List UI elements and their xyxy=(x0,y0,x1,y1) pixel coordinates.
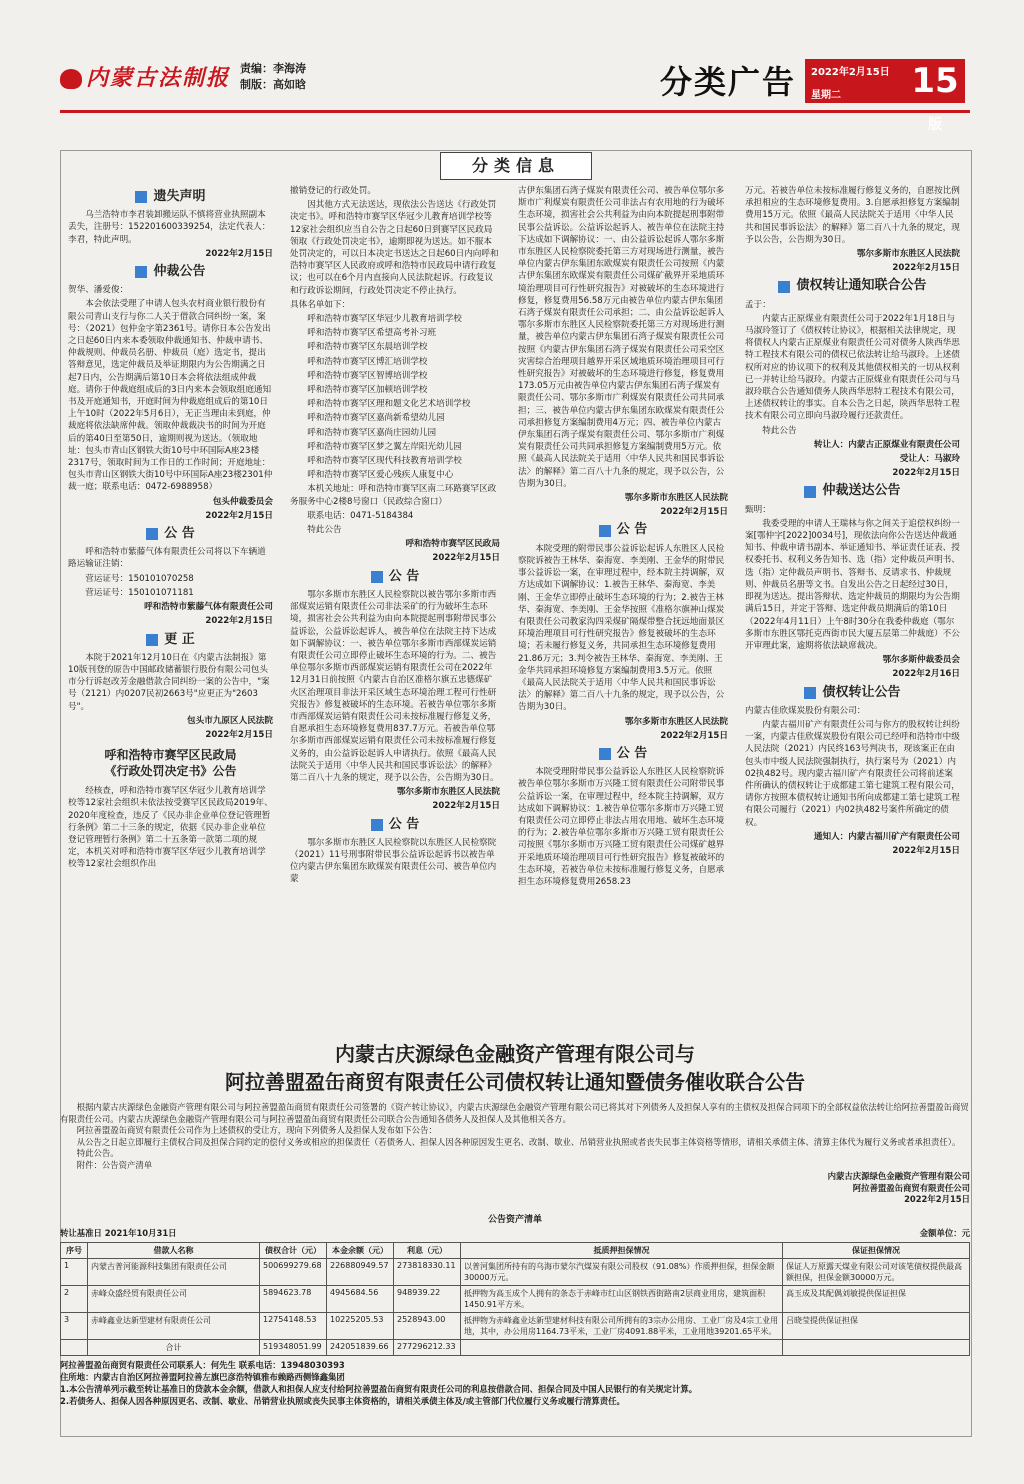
date: 2022年2月15日 xyxy=(892,263,960,274)
heading-debt-transfer-joint: 债权转让通知联合公告 xyxy=(745,280,960,292)
attachment-note: 附件：公告资产清单 xyxy=(76,1159,153,1170)
table-header-row xyxy=(61,1242,970,1258)
editor-credits xyxy=(240,61,306,93)
flame-logo-icon xyxy=(60,69,82,89)
announcement-text: 阿拉善盟盈缶商贸有限责任公司作为上述债权的受让方，现向下列债务人及担保人发布如下公告： xyxy=(76,1125,437,1135)
column-header: 抵质押担保情况 xyxy=(461,1242,783,1258)
list-item: 呼和浩特市赛罕区现代科技教育培训学校 xyxy=(307,456,462,467)
signature: 受让人：马淑玲 xyxy=(899,454,960,465)
editor: 责编：李海涛 xyxy=(240,62,306,75)
asset-table xyxy=(60,1242,970,1356)
signature: 呼和浩特市紫藤气体有限责任公司 xyxy=(144,602,273,613)
issue-weekday: 星期二 xyxy=(811,90,841,101)
square-icon xyxy=(778,281,790,293)
signature: 鄂尔多斯市东胜区人民法院 xyxy=(856,249,960,260)
footnote: 1.本公告清单列示截至转让基准日的贷款本金余额，借款人和担保人应支付给阿拉善盟盈缶商贸有限责任公司的利息按借款合同、担保合同及中国人民银行的有关规定计算。 xyxy=(60,1383,698,1394)
signature: 内蒙古庆源绿色金融资产管理有限公司 xyxy=(827,1171,970,1181)
list-item: 呼和浩特市赛罕区嘉尚新希望幼儿园 xyxy=(307,413,445,424)
arbitration-service-text: 我委受理的申请人王瑞林与你之间关于追偿权纠纷一案[鄂仲字[2022]0034号]，现依法向你公告送达仲裁通知书、仲裁申请书副本、举证通知书、举证责任证表、授权委托书、权利义务告知书、选（指）定仲裁员声明书、选（指）定仲裁员声明书、答辩书、反请求书、仲裁规则、仲裁员名册等文书。自发出公告之日起经过30日，即视为送达。提出答辩状、选定仲裁员的期限均为公告期满后15日，并定于答辩、选定仲裁员期满后的第10日（2022年4月11日）上午8时30分在我委仲裁庭（鄂尔多斯市东胜区鄂托克西街市民大厦五层第二仲裁庭）不公开审理此案，逾期将依法缺席裁决。 xyxy=(745,518,960,651)
signature: 鄂尔多斯市东胜区人民法院 xyxy=(624,716,728,727)
date: 2022年2月16日 xyxy=(892,669,960,680)
closing: 特此公告 xyxy=(762,425,797,436)
date-box xyxy=(805,59,910,103)
phone: 联系电话：0471-5184384 xyxy=(307,510,414,521)
penalty-text: 因其他方式无法送达，现依法公告送达《行政处罚决定书》。呼和浩特市赛罕区华冠少儿教育培训学校等12家社会组织应当自公告之日起60日到赛罕区民政局领取《行政处罚决定书》，逾期即视为送达。如不服本处罚决定的，可以日本决定书送达之日起60日内向呼和浩特市赛罕区人民政府或呼和浩特市民政局申请行政复议；也可以在6个月内直接向人民法院起诉。行政复议和行政诉讼期间，行政处罚决定不停止执行。 xyxy=(290,200,499,296)
newspaper-logo: 内蒙古法制报 xyxy=(60,61,230,92)
heading-lost-notice: 遗失声明 xyxy=(68,191,273,203)
debt-transfer-text: 内蒙古正原煤业有限责任公司于2022年1月18日与马淑玲签订了《债权转让协议》，根据相关法律规定，现将债权人内蒙古正原煤业有限责任公司对债务人陕西华思特工程技术有限公司的债权已依法转让给马淑玲。上述债权所对应的协议项下的权利及其他债权相关的一切从权利已一并转让给马淑玲。内蒙古正原煤业有限责任公司与马淑玲联合公告通知债务人陕西华思特工程技术有限公司，上述债权转让的事实。自本公告之日起，陕西华思特工程技术有限公司立即向马淑玲履行还款责任。 xyxy=(745,313,960,422)
addressee: 甄明： xyxy=(745,504,771,515)
heading-notice: 公 告 xyxy=(518,524,728,536)
column-header: 债权合计（元） xyxy=(260,1242,327,1258)
signature: 包头市九原区人民法院 xyxy=(187,715,273,726)
producer: 制版：高如晗 xyxy=(240,78,306,91)
table-row xyxy=(61,1312,970,1339)
signature: 呼和浩特市赛罕区民政局 xyxy=(405,539,500,550)
cell: 273818330.11 xyxy=(394,1258,461,1285)
cell: 2528943.00 xyxy=(394,1312,461,1339)
addressee: 孟于： xyxy=(745,299,771,310)
cell: 以普河集团所持有的乌海市蒙尔汽煤炭有限公司股权（91.08%）作质押担保，担保金额30000万元。 xyxy=(461,1258,783,1285)
cell: 10225205.53 xyxy=(327,1312,394,1339)
court-notice-text-cont: 万元。若被告单位未按标准履行修复义务的，自愿按比例承担相应的生态环境修复费用。3.自愿承担修复方案编制费用15万元。依照《最高人民法院关于适用〈中华人民共和国民事诉讼法〉的解释》第二百八十九条的规定，现予以公告，公告期为30日。 xyxy=(745,186,960,245)
date: 2022年2月15日 xyxy=(904,1194,970,1204)
cell: 948939.22 xyxy=(394,1285,461,1312)
list-intro: 具体名单如下： xyxy=(290,299,351,310)
cell: 519348051.99 xyxy=(260,1339,327,1355)
square-icon xyxy=(135,266,147,278)
signature: 鄂尔多斯仲裁委员会 xyxy=(882,655,960,666)
heading-notice: 公 告 xyxy=(518,748,728,760)
signature: 包头仲裁委员会 xyxy=(212,496,273,507)
table-row xyxy=(61,1258,970,1285)
cell: 赤峰众盛经贸有限责任公司 xyxy=(88,1285,260,1312)
cell: 2 xyxy=(61,1285,88,1312)
date: 2022年2月15日 xyxy=(660,507,728,518)
contact-info: 阿拉善盟盈缶商贸有限责任公司联系人：何先生 联系电话：13948030393 xyxy=(60,1359,345,1370)
amount-unit: 金额单位：元 xyxy=(919,1227,970,1238)
date: 2022年2月15日 xyxy=(892,468,960,479)
signature: 阿拉善盟盈缶商贸有限责任公司 xyxy=(852,1182,970,1193)
date: 2022年2月15日 xyxy=(432,801,500,812)
org-list xyxy=(290,313,500,481)
announcement-title: 内蒙古庆源绿色金融资产管理有限公司与 阿拉善盟盈缶商贸有限责任公司债权转让通知暨债务催收联合公告 xyxy=(225,1042,805,1094)
date: 2022年2月15日 xyxy=(892,845,960,856)
heading-civil-affairs: 呼和浩特市赛罕区民政局 《行政处罚决定书》公告 xyxy=(104,748,237,779)
cell: 1 xyxy=(61,1258,88,1285)
page-number xyxy=(905,59,965,133)
cell xyxy=(461,1339,783,1355)
address: 本机关地址：呼和浩特市赛罕区南二环路赛罕区政务服务中心2楼8号窗口（民政综合窗口） xyxy=(290,484,497,507)
list-item: 呼和浩特市赛罕区希望高考补习班 xyxy=(307,328,437,339)
cell: 内蒙古普河能源科技集团有限责任公司 xyxy=(88,1258,260,1285)
permit-number: 营运证号：150101071181 xyxy=(85,587,194,598)
square-icon xyxy=(146,528,158,540)
square-icon xyxy=(599,748,611,760)
column-header: 借款人名称 xyxy=(88,1242,260,1258)
cell: 12754148.53 xyxy=(260,1312,327,1339)
date: 2022年2月15日 xyxy=(205,510,273,521)
table-total-row xyxy=(61,1339,970,1355)
heading-notice: 公 告 xyxy=(290,819,500,831)
cell: 242051839.66 xyxy=(327,1339,394,1355)
signature: 转让人：内蒙古正原煤业有限责任公司 xyxy=(813,439,960,450)
square-icon xyxy=(804,687,816,699)
section-title: 分类广告 xyxy=(660,63,797,101)
cell: 吕晓莹提供保证担保 xyxy=(783,1312,970,1339)
cell: 高玉成及其配偶刘敏提供保证担保 xyxy=(783,1285,970,1312)
list-item: 呼和浩特市赛罕区东晨培训学校 xyxy=(307,342,428,353)
date: 2022年2月15日 xyxy=(205,248,273,259)
arbitration-text: 本会依法受理了申请人包头农村商业银行股份有限公司青山支行与你二人关于借款合同纠纷一案，案号：（2021）包仲金字第2361号。请你日本公告发出之日起60日内来本委领取仲裁通知书、仲裁申请书、仲裁规则、仲裁员名册、仲裁员（庭）选定书，提出答辩意见，选定仲裁员及举证期限内为公告期满之日起7日内，公告期满后第10日本会将依法组成仲裁庭。请你于仲裁庭组成后的3日内来本会领取组庭通知书及开庭通知书，开庭时间为仲裁庭组成后的第10日上午10时（2022年5月6日），无正当理由未到庭，仲裁庭将依法缺席仲裁。领取仲裁裁决书的时间为开庭后的第40日至第50日，逾期则视为送达。（领取地址：包头市青山区钢铁大街10号中环国际A座23楼2317号，领取时间为工作日的工作时间；开庭地址：包头市青山区钢铁大街10号中环国际A座23楼2301仲裁一庭；联系电话：0472-6988958） xyxy=(68,299,273,493)
penalty-text: 经核查，呼和浩特市赛罕区华冠少儿教育培训学校等12家社会组织未依法按受赛罕区民政局2019年、2020年度检查，违反了《民办非企业单位登记管理暂行条例》第二十三条的规定，依据《民办非企业单位登记管理暂行条例》第二十五条第一款第二项的规定，本机关对呼和浩特市赛罕区华冠少儿教育培训学校等12家社会组织作出 xyxy=(68,786,273,870)
square-icon xyxy=(599,525,611,537)
column-1 xyxy=(68,185,273,873)
cell: 277296212.33 xyxy=(394,1339,461,1355)
notice-text: 呼和浩特市紫藤气体有限责任公司将以下车辆道路运输证注销： xyxy=(68,547,266,570)
signature: 通知人：内蒙古福川矿产有限责任公司 xyxy=(813,831,960,842)
cell: 抵押物为赤峰鑫业达新型建材科技有限公司所拥有的3宗办公用房、工业厂房及4宗工业用地，其中，办公用房1164.73平米，工业厂房4091.88平米，工业用地39201.65平米。 xyxy=(461,1312,783,1339)
signature: 鄂尔多斯市东胜区人民法院 xyxy=(624,493,728,504)
heading-arbitration-service: 仲裁送达公告 xyxy=(745,485,960,497)
column-header: 本金余额（元） xyxy=(327,1242,394,1258)
page-number-value: 15 xyxy=(911,61,959,101)
table-title: 公告资产清单 xyxy=(487,1214,542,1225)
column-3 xyxy=(518,185,728,890)
date: 2022年2月15日 xyxy=(432,553,500,564)
heading-arbitration: 仲裁公告 xyxy=(68,266,273,278)
list-item: 呼和浩特市赛罕区梦之翼左岸阳光幼儿园 xyxy=(307,441,462,452)
court-notice-text: 鄂尔多斯市东胜区人民检察院以被告鄂尔多斯市西部煤炭运销有限责任公司非法采矿的行为破坏生态环境，损害社会公共利益为由向本院提起刑事附带民事公益诉讼，公益诉讼起诉人，被告单位在法院主持下达成如下调解协议：一、被告单位鄂尔多斯市西部煤炭运销有限责任公司立即停止破坏生态环境的行为。二、被告单位鄂尔多斯市西部煤炭运销有限责任公司在2022年12月31日前按照《内蒙古自治区准格尔旗五忠德煤矿火区治理项目非法开采区域生态环境治理工程可行性研究报告》修复被破坏的生态环境。若被告单位鄂尔多斯市西部煤炭运销有限责任公司未按标准履行修复义务，自愿承担生态环境修复费用837.7万元。若被告单位鄂尔多斯市西部煤炭运销有限责任公司未按标准履行修复义务的，由公益诉讼起诉人申请执行。依照《最高人民法院关于适用〈中华人民共和国民事诉讼法〉的解释》第二百八十九条的规定，现予以公告，公告期为30日。 xyxy=(290,589,499,783)
list-item: 呼和浩特市赛罕区加顿培训学校 xyxy=(307,385,428,396)
list-item: 呼和浩特市赛罕区华冠少儿教育培训学校 xyxy=(307,314,462,325)
list-item: 呼和浩特市赛罕区博汇培训学校 xyxy=(307,356,428,367)
signature: 鄂尔多斯市东胜区人民法院 xyxy=(396,787,500,798)
column-header: 保证担保情况 xyxy=(783,1242,970,1258)
column-header: 利息（元） xyxy=(394,1242,461,1258)
footnote: 2.若债务人、担保人因各种原因更名、改制、歇业、吊销营业执照或丧失民事主体资格的，请相关承债主体及/或主管部门代位履行义务或履行清算责任。 xyxy=(60,1395,625,1406)
column-2 xyxy=(290,185,500,888)
list-item: 呼和浩特市赛罕区嘉尚庄园幼儿园 xyxy=(307,427,437,438)
heading-notice: 公 告 xyxy=(290,571,500,583)
base-date: 转让基准日 2021年10月31日 xyxy=(60,1227,177,1238)
cell: 226880949.57 xyxy=(327,1258,394,1285)
court-notice-text: 鄂尔多斯市东胜区人民检察院以东胜区人民检察院（2021）11号刑事附带民事公益诉讼起诉书以被告单位内蒙古伊东集团东欧煤炭有限责任公司、被告单位内蒙 xyxy=(290,837,497,885)
joint-announcement xyxy=(60,1040,970,1407)
list-item: 呼和浩特市赛罕区智博培训学校 xyxy=(307,370,428,381)
issue-date: 2022年2月15日 xyxy=(811,67,890,78)
address-info: 住所地：内蒙古自治区阿拉善盟阿拉善左旗巴彦浩特镇雅布赖路西侧锋鑫集团 xyxy=(60,1371,345,1382)
announcement-text: 根据内蒙古庆源绿色金融资产管理有限公司与阿拉善盟盈缶商贸有限责任公司签署的《资产转让协议》，内蒙古庆源绿色金融资产管理有限公司已将其对下列债务人及担保人享有的主债权及担保合同项下的全部权益依法转让给阿拉善盟盈缶商贸有限责任公司。内蒙古庆源绿色金融资产管理有限公司与阿拉善盟盈缶商贸有限责任公司联合公告通知各债务人及担保人及其他相关各方。 xyxy=(60,1102,969,1124)
cell: 5894623.78 xyxy=(260,1285,327,1312)
announcement-text: 从公告之日起立即履行主债权合同及担保合同约定的偿付义务或相应的担保责任（若债务人、担保人因各种原因发生更名、改制、歇业、吊销营业执照或者丧失民事主体资格等情形，请相关承债主体、清算主体代为履行义务或者承担责任）。 xyxy=(76,1136,961,1147)
date: 2022年2月15日 xyxy=(660,730,728,741)
list-item: 呼和浩特市赛罕区爱心残疾人康复中心 xyxy=(307,470,454,481)
announcement-text: 特此公告。 xyxy=(76,1148,119,1158)
correction-text: 本院于2021年12月10日在《内蒙古法制报》第10版刊登的原告中国邮政储蓄银行股份有限公司包头市分行诉赵改芳金融借款合同纠纷一案的公告中，"案号（2121）内0207民初2663号"应更正为"2603号"。 xyxy=(68,652,270,712)
addressee: 贺华、潘爱俊： xyxy=(68,285,129,296)
square-icon xyxy=(371,819,383,831)
heading-correction: 更 正 xyxy=(68,634,273,646)
permit-number: 营运证号：150101070258 xyxy=(85,573,194,584)
debt-transfer-text: 内蒙古福川矿产有限责任公司与你方的股权转让纠纷一案，内蒙古佳欣煤炭股份有限公司已经呼和浩特市中级人民法院（2021）内民终163号判决书，现该案正在由包头市中级人民法院强制执行，执行案号为（2021）内02执482号。现内蒙古福川矿产有限责任公司将前述案件所确认的债权转让于成都建工第七建筑工程有限公司，请你方按照本债权转让通知书所向成都建工第七建筑工程有限公司履行（2021）内02执482号案件所确定的债权。 xyxy=(745,719,960,828)
masthead xyxy=(60,55,970,133)
cell: 4945684.56 xyxy=(327,1285,394,1312)
square-icon xyxy=(146,634,158,646)
column-header: 序号 xyxy=(61,1242,88,1258)
cell: 赤峰鑫业达新型建材有限责任公司 xyxy=(88,1312,260,1339)
date: 2022年2月15日 xyxy=(205,729,273,740)
cell: 合计 xyxy=(88,1339,260,1355)
square-icon xyxy=(371,571,383,583)
lost-notice-text: 乌兰浩特市李君装卸搬运队不慎将营业执照副本丢失，注册号：152201600339254，法定代表人：李君，特此声明。 xyxy=(68,210,271,245)
square-icon xyxy=(135,191,147,203)
cell xyxy=(783,1339,970,1355)
column-4 xyxy=(745,185,960,859)
cell: 抵押物为高玉成个人拥有的条态于赤峰市红山区钢铁西街路南2层商业用房，建筑面积1450.91平方米。 xyxy=(461,1285,783,1312)
court-notice-text-cont: 古伊东集团石湾子煤炭有限责任公司、被告单位鄂尔多斯市广利煤炭有限责任公司非法占有农用地的行为破坏生态环境，损害社会公共利益为由向本院提起刑事附带民事公益诉讼。公益诉讼起诉人、被告单位在法院主持下达成如下调解协议：一、由公益诉讼起诉人鄂尔多斯市东胜区人民检察院委托第三方对现场进行测量，被告单位内蒙古伊东集团东欧煤炭有限责任公司按照《内蒙古伊东集团东欧煤炭有限责任公司煤矿截界开采地质环境治理项目可行性研究报告》对被破坏的生态环境进行修复，修复费用56.58万元由被告单位内蒙古伊东集团石湾子煤炭有限责任公司承担；二、由公益诉讼起诉人鄂尔多斯市东胜区人民检察院委托第三方对现场进行测量，被告单位内蒙古伊东集团石湾子煤炭有限责任公司按照《内蒙古伊东集团石湾子煤炭有限责任公司采空区灾害综合治理项目越界开采区域地质环境治理项目可行性研究报告》对被破坏的生态环境进行修复，修复费用173.05万元由被告单位内蒙古伊东集团石湾子煤炭有限责任公司、鄂尔多斯市广利煤炭有限责任公司共同承担；三、被告单位内蒙古伊东集团东欧煤炭有限责任公司承担修复方案编制费用4万元；四、被告单位内蒙古伊东集团石湾子煤炭有限责任公司、鄂尔多斯市广利煤炭有限责任公司共同承担修复方案编制费用5万元。依照《最高人民法院关于适用〈中华人民共和国民事诉讼法〉的解释》第二百八十九条的规定，现予以公告，公告期为30日。 xyxy=(518,186,725,489)
top-rule xyxy=(60,110,970,113)
heading-notice: 公 告 xyxy=(68,528,273,540)
heading-debt-transfer: 债权转让公告 xyxy=(745,687,960,699)
cell: 3 xyxy=(61,1312,88,1339)
cell: 500699279.68 xyxy=(260,1258,327,1285)
closing: 特此公告 xyxy=(307,525,342,536)
classified-banner: 分类信息 xyxy=(440,152,592,180)
cell: 保证人万原露天煤业有限公司对该笔债权提供最高额担保，担保金额30000万元。 xyxy=(783,1258,970,1285)
square-icon xyxy=(804,486,816,498)
penalty-text-cont: 撤销登记的行政处罚。 xyxy=(290,186,376,196)
date: 2022年2月15日 xyxy=(205,616,273,627)
list-item: 呼和浩特市赛罕区理和题文化艺术培训学校 xyxy=(307,399,471,410)
addressee: 内蒙古佳欣煤炭股份有限公司： xyxy=(745,705,866,716)
table-row xyxy=(61,1285,970,1312)
court-notice-text: 本院受理的附带民事公益诉讼起诉人东胜区人民检察院诉被告王林华、秦海宽、李美刚、王金华的附带民事公益诉讼一案，在审理过程中，经本院主持调解，双方达成如下调解协议：1.被告王林华、秦海宽、李美刚、王金华立即停止破坏生态环境的行为；2.被告王林华、秦海宽、李美刚、王金华按照《准格尔旗神山煤炭有限责任公司教家沟四采煤矿隔煤带整合抚远地面景区环境治理项目可行性研究报告》修复被破坏的生态环境；若未履行修复义务，共同承担生态环境修复费用21.86万元；3.判令被告王林华、秦海宽、李美刚、王金华共同承担环境修复方案编制费用3.5万元。依照《最高人民法院关于适用〈中华人民共和国民事诉讼法〉的解释》第二百八十九条的规定，现予以公告，公告期为30日。 xyxy=(518,543,725,713)
page-suffix: 版 xyxy=(928,117,942,133)
cell xyxy=(61,1339,88,1355)
court-notice-text: 本院受理附带民事公益诉讼人东胜区人民检察院诉被告单位鄂尔多斯市万兴隆工贸有限责任公司附带民事公益诉讼一案，在审理过程中，经本院主持调解，双方达成如下调解协议：1.被告单位鄂尔多斯市万兴隆工贸有限责任公司立即停止非法占用农用地、破坏生态环境的行为；2.被告单位鄂尔多斯市万兴隆工贸有限责任公司按照《鄂尔多斯市万兴隆工贸有限责任公司煤矿越界开采地质环境治理项目可行性研究报告》修复被破坏的生态环境，若被告单位未按标准履行修复义务，自愿承担生态环境修复费用2658.23 xyxy=(518,767,725,887)
